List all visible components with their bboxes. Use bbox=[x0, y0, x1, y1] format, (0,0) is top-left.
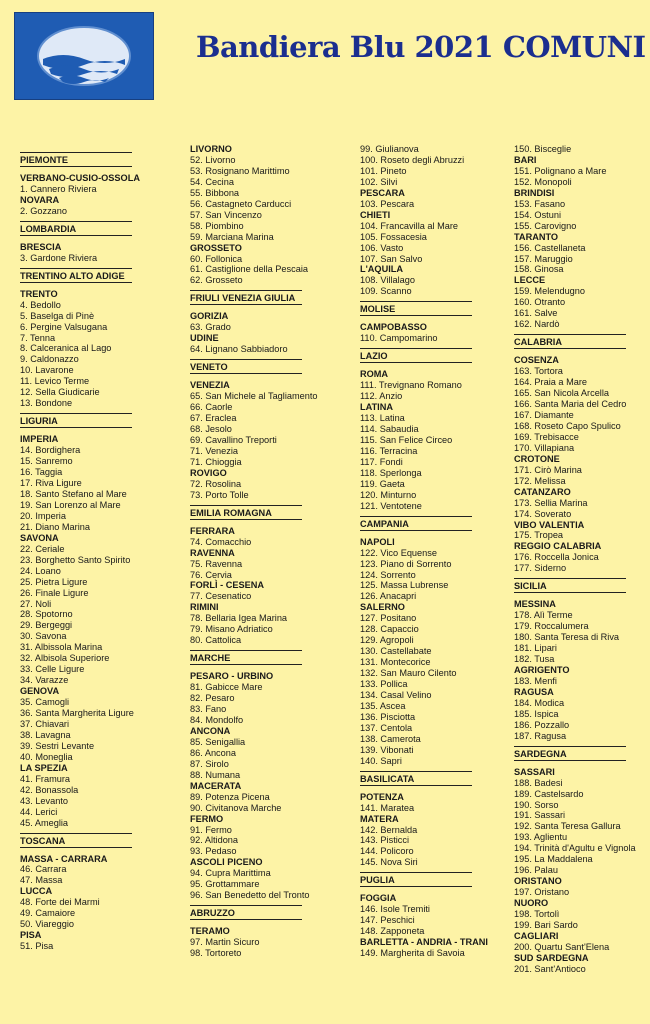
column-4 bbox=[514, 144, 650, 975]
comune-item: 52. Livorno bbox=[190, 154, 236, 165]
comune-item: 122. Vico Equense bbox=[360, 547, 437, 558]
comune-item: 65. San Michele al Tagliamento bbox=[190, 391, 318, 402]
comune-item: 5. Baselga di Pinè bbox=[20, 310, 95, 321]
province-heading: LUCCA bbox=[20, 886, 53, 897]
comune-item: 179. Roccalumera bbox=[514, 621, 589, 632]
comune-item: 119. Gaeta bbox=[360, 478, 405, 489]
province-heading: IMPERIA bbox=[20, 434, 59, 445]
province-heading: TERAMO bbox=[190, 926, 230, 937]
comune-item: 71. Venezia bbox=[190, 445, 239, 456]
comune-item: 35. Camogli bbox=[20, 697, 70, 708]
comune-item: 62. Grosseto bbox=[190, 275, 243, 286]
province-heading: FOGGIA bbox=[360, 893, 397, 904]
province-heading: AGRIGENTO bbox=[514, 664, 570, 675]
province-heading: CHIETI bbox=[360, 209, 391, 220]
province-heading: FERRARA bbox=[190, 525, 235, 536]
region-heading: CALABRIA bbox=[514, 334, 626, 349]
comune-item: 133. Pollica bbox=[360, 679, 408, 690]
comune-item: 77. Cesenatico bbox=[190, 591, 252, 602]
comune-item: 164. Praia a Mare bbox=[514, 377, 588, 388]
comune-item: 147. Peschici bbox=[360, 915, 415, 926]
comune-item: 132. San Mauro Cilento bbox=[360, 668, 457, 679]
comune-item: 145. Nova Siri bbox=[360, 857, 418, 868]
province-heading: VERBANO-CUSIO-OSSOLA bbox=[20, 173, 140, 183]
comune-item: 170. Villapiana bbox=[514, 442, 575, 453]
comune-item: 191. Sassari bbox=[514, 810, 566, 821]
province-heading: SASSARI bbox=[514, 766, 555, 777]
comune-item: 190. Sorso bbox=[514, 799, 559, 810]
comune-item: 71. Chioggia bbox=[190, 456, 242, 467]
comune-item: 185. Ispica bbox=[514, 708, 559, 719]
comune-item: 115. San Felice Circeo bbox=[360, 434, 453, 445]
comune-item: 201. Sant'Antioco bbox=[514, 963, 586, 974]
comune-item: 91. Fermo bbox=[190, 824, 232, 835]
province-heading: ROVIGO bbox=[190, 467, 227, 478]
page-title: Bandiera Blu 2021 COMUNI bbox=[196, 30, 646, 64]
comune-item: 72. Rosolina bbox=[190, 478, 242, 489]
province-heading: L'AQUILA bbox=[360, 264, 404, 275]
comune-item: 165. San Nicola Arcella bbox=[514, 388, 609, 399]
comune-item: 113. Latina bbox=[360, 413, 405, 424]
region-heading: SICILIA bbox=[514, 578, 626, 593]
province-heading: BRINDISI bbox=[514, 187, 555, 198]
comune-item: 42. Bonassola bbox=[20, 784, 79, 795]
comune-item: 163. Tortora bbox=[514, 366, 563, 377]
comune-item: 15. Sanremo bbox=[20, 456, 73, 467]
province-heading: PESCARA bbox=[360, 187, 405, 198]
region-heading: CAMPANIA bbox=[360, 516, 472, 531]
comune-item: 25. Pietra Ligure bbox=[20, 576, 88, 587]
comune-item: 126. Anacapri bbox=[360, 591, 417, 602]
comune-item: 39. Sestri Levante bbox=[20, 740, 95, 751]
comune-item: 6. Pergine Valsugana bbox=[20, 321, 108, 332]
province-heading: RIMINI bbox=[190, 602, 219, 613]
province-heading: CAGLIARI bbox=[514, 930, 559, 941]
comune-item: 155. Carovigno bbox=[514, 220, 577, 231]
province-heading: BARLETTA - ANDRIA - TRANI bbox=[360, 937, 488, 948]
comune-item: 51. Pisa bbox=[20, 941, 54, 952]
comune-item: 40. Moneglia bbox=[20, 751, 73, 762]
comune-item: 55. Bibbona bbox=[190, 187, 240, 198]
comune-item: 89. Potenza Picena bbox=[190, 791, 270, 802]
comune-item: 184. Modica bbox=[514, 697, 565, 708]
comune-item: 37. Chiavari bbox=[20, 718, 70, 729]
comune-item: 148. Zapponeta bbox=[360, 926, 425, 937]
comune-item: 128. Capaccio bbox=[360, 624, 419, 635]
comune-item: 49. Camaiore bbox=[20, 908, 76, 919]
column-3 bbox=[360, 144, 510, 959]
comune-item: 123. Piano di Sorrento bbox=[360, 558, 452, 569]
comune-item: 176. Roccella Jonica bbox=[514, 552, 599, 563]
region-heading: PIEMONTE bbox=[20, 152, 132, 167]
comune-item: 139. Vibonati bbox=[360, 744, 414, 755]
comune-item: 31. Albissola Marina bbox=[20, 642, 103, 653]
comune-item: 186. Pozzallo bbox=[514, 719, 570, 730]
comune-item: 135. Ascea bbox=[360, 700, 406, 711]
comune-item: 134. Casal Velino bbox=[360, 689, 432, 700]
comune-item: 188. Badesi bbox=[514, 777, 563, 788]
comune-item: 24. Loano bbox=[20, 565, 61, 576]
blue-flag-icon bbox=[15, 13, 153, 99]
comune-item: 90. Civitanova Marche bbox=[190, 802, 282, 813]
province-heading: VENEZIA bbox=[190, 380, 230, 391]
province-heading: FORLÌ - CESENA bbox=[190, 580, 265, 591]
comune-item: 95. Grottammare bbox=[190, 879, 260, 890]
comune-item: 173. Sellia Marina bbox=[514, 497, 588, 508]
comune-item: 118. Sperlonga bbox=[360, 467, 422, 478]
comune-item: 111. Trevignano Romano bbox=[360, 380, 462, 391]
comune-item: 59. Marciana Marina bbox=[190, 231, 274, 242]
comune-item: 158. Ginosa bbox=[514, 264, 564, 275]
region-heading: FRIULI VENEZIA GIULIA bbox=[190, 290, 302, 305]
province-heading: SUD SARDEGNA bbox=[514, 952, 589, 963]
comune-item: 153. Fasano bbox=[514, 198, 566, 209]
province-heading: BARI bbox=[514, 154, 537, 165]
province-heading: RAGUSA bbox=[514, 686, 554, 697]
comune-item: 102. Silvi bbox=[360, 176, 398, 187]
comune-item: 178. Alì Terme bbox=[514, 610, 573, 621]
comune-item: 67. Eraclea bbox=[190, 413, 237, 424]
comune-item: 143. Pisticci bbox=[360, 835, 410, 846]
comune-item: 136. Pisciotta bbox=[360, 711, 416, 722]
province-heading: ASCOLI PICENO bbox=[190, 857, 263, 868]
comune-item: 124. Sorrento bbox=[360, 569, 416, 580]
province-heading: TARANTO bbox=[514, 231, 559, 242]
province-heading: COSENZA bbox=[514, 355, 559, 366]
comune-item: 68. Jesolo bbox=[190, 424, 232, 435]
comune-item: 175. Tropea bbox=[514, 530, 564, 541]
region-heading: PUGLIA bbox=[360, 872, 472, 887]
comune-item: 103. Pescara bbox=[360, 198, 415, 209]
province-heading: NAPOLI bbox=[360, 536, 395, 547]
comune-item: 56. Castagneto Carducci bbox=[190, 198, 292, 209]
comune-item: 78. Bellaria Igea Marina bbox=[190, 613, 288, 624]
province-heading: CROTONE bbox=[514, 453, 560, 464]
comune-item: 2. Gozzano bbox=[20, 205, 67, 216]
comune-item: 182. Tusa bbox=[514, 654, 555, 665]
comune-item: 187. Ragusa bbox=[514, 730, 567, 741]
province-heading: SAVONA bbox=[20, 532, 59, 543]
comune-item: 7. Tenna bbox=[20, 332, 56, 343]
comune-item: 142. Bernalda bbox=[360, 824, 418, 835]
comune-item: 107. San Salvo bbox=[360, 253, 423, 264]
comune-item: 149. Margherita di Savoia bbox=[360, 948, 465, 959]
comune-item: 75. Ravenna bbox=[190, 558, 243, 569]
comune-item: 8. Calceranica al Lago bbox=[20, 343, 112, 354]
comune-item: 33. Celle Ligure bbox=[20, 664, 85, 675]
comune-item: 162. Nardò bbox=[514, 319, 560, 330]
comune-item: 21. Diano Marina bbox=[20, 521, 90, 532]
comune-item: 26. Finale Ligure bbox=[20, 587, 89, 598]
column-1 bbox=[20, 144, 170, 952]
comune-item: 19. San Lorenzo al Mare bbox=[20, 499, 121, 510]
comune-item: 60. Follonica bbox=[190, 253, 243, 264]
province-heading: REGGIO CALABRIA bbox=[514, 541, 602, 552]
province-heading: VIBO VALENTIA bbox=[514, 519, 585, 530]
comune-item: 45. Ameglia bbox=[20, 817, 69, 828]
comune-item: 73. Porto Tolle bbox=[190, 489, 249, 500]
comune-item: 96. San Benedetto del Tronto bbox=[190, 890, 310, 901]
province-heading: MESSINA bbox=[514, 599, 556, 610]
comune-item: 69. Cavallino Treporti bbox=[190, 434, 277, 445]
comune-item: 120. Minturno bbox=[360, 489, 417, 500]
comune-item: 161. Salve bbox=[514, 308, 558, 319]
comune-item: 104. Francavilla al Mare bbox=[360, 220, 459, 231]
province-heading: FERMO bbox=[190, 813, 224, 824]
comune-item: 83. Fano bbox=[190, 704, 227, 715]
region-heading: LIGURIA bbox=[20, 413, 132, 428]
comune-item: 64. Lignano Sabbiadoro bbox=[190, 344, 288, 355]
province-heading: MACERATA bbox=[190, 780, 242, 791]
comune-item: 174. Soverato bbox=[514, 508, 572, 519]
comune-item: 99. Giulianova bbox=[360, 144, 419, 154]
comune-item: 88. Numana bbox=[190, 769, 241, 780]
comune-item: 58. Piombino bbox=[190, 220, 244, 231]
comune-item: 200. Quartu Sant'Elena bbox=[514, 941, 610, 952]
comune-item: 47. Massa bbox=[20, 875, 63, 886]
comune-item: 180. Santa Teresa di Riva bbox=[514, 632, 620, 643]
province-heading: CAMPOBASSO bbox=[360, 322, 427, 333]
province-heading: LECCE bbox=[514, 275, 546, 286]
region-heading: MOLISE bbox=[360, 301, 472, 316]
comune-item: 53. Rosignano Marittimo bbox=[190, 165, 290, 176]
province-heading: LATINA bbox=[360, 402, 393, 413]
province-heading: ANCONA bbox=[190, 725, 231, 736]
comune-item: 54. Cecina bbox=[190, 176, 234, 187]
comune-item: 81. Gabicce Mare bbox=[190, 682, 263, 693]
comune-item: 12. Sella Giudicarie bbox=[20, 387, 100, 398]
comune-item: 87. Sirolo bbox=[190, 758, 229, 769]
comune-item: 127. Positano bbox=[360, 613, 417, 624]
comune-item: 166. Santa Maria del Cedro bbox=[514, 399, 627, 410]
comune-item: 130. Castellabate bbox=[360, 646, 432, 657]
comune-item: 36. Santa Margherita Ligure bbox=[20, 708, 134, 719]
comune-item: 28. Spotorno bbox=[20, 609, 73, 620]
province-heading: POTENZA bbox=[360, 791, 404, 802]
comune-item: 193. Aglientu bbox=[514, 832, 568, 843]
comune-item: 169. Trebisacce bbox=[514, 431, 579, 442]
comune-item: 114. Sabaudia bbox=[360, 424, 419, 435]
comune-item: 106. Vasto bbox=[360, 242, 404, 253]
region-heading: BASILICATA bbox=[360, 771, 472, 786]
comune-item: 156. Castellaneta bbox=[514, 242, 586, 253]
province-heading: NUORO bbox=[514, 898, 549, 909]
comune-item: 192. Santa Teresa Gallura bbox=[514, 821, 621, 832]
comune-item: 129. Agropoli bbox=[360, 635, 414, 646]
comune-item: 168. Roseto Capo Spulico bbox=[514, 420, 621, 431]
comune-item: 121. Ventotene bbox=[360, 500, 422, 511]
region-heading: MARCHE bbox=[190, 650, 302, 665]
province-heading: NOVARA bbox=[20, 194, 60, 205]
comune-item: 98. Tortoreto bbox=[190, 948, 242, 959]
comune-item: 101. Pineto bbox=[360, 165, 407, 176]
province-heading: MATERA bbox=[360, 813, 399, 824]
comune-item: 131. Montecorice bbox=[360, 657, 431, 668]
comune-item: 10. Lavarone bbox=[20, 365, 74, 376]
province-heading: SALERNO bbox=[360, 602, 405, 613]
comune-item: 151. Polignano a Mare bbox=[514, 165, 607, 176]
column-2 bbox=[190, 144, 350, 959]
province-heading: TRENTO bbox=[20, 288, 58, 299]
comune-item: 105. Fossacesia bbox=[360, 231, 427, 242]
comune-item: 160. Otranto bbox=[514, 297, 566, 308]
comune-item: 93. Pedaso bbox=[190, 846, 237, 857]
comune-item: 50. Viareggio bbox=[20, 919, 74, 930]
comune-item: 23. Borghetto Santo Spirito bbox=[20, 554, 131, 565]
province-heading: LA SPEZIA bbox=[20, 762, 68, 773]
blue-flag-logo bbox=[14, 12, 154, 100]
region-heading: ABRUZZO bbox=[190, 905, 302, 920]
comune-item: 195. La Maddalena bbox=[514, 854, 593, 865]
comune-item: 110. Campomarino bbox=[360, 333, 438, 344]
comune-item: 150. Bisceglie bbox=[514, 144, 572, 154]
comune-item: 138. Camerota bbox=[360, 733, 421, 744]
comune-item: 100. Roseto degli Abruzzi bbox=[360, 154, 465, 165]
province-heading: ORISTANO bbox=[514, 876, 562, 887]
region-heading: LOMBARDIA bbox=[20, 221, 132, 236]
comune-item: 144. Policoro bbox=[360, 846, 414, 857]
comune-item: 61. Castiglione della Pescaia bbox=[190, 264, 308, 275]
province-heading: GORIZIA bbox=[190, 311, 229, 322]
comune-item: 140. Sapri bbox=[360, 755, 402, 766]
comune-item: 171. Cirò Marina bbox=[514, 464, 582, 475]
region-heading: TOSCANA bbox=[20, 833, 132, 848]
province-heading: ROMA bbox=[360, 369, 389, 380]
comune-item: 17. Riva Ligure bbox=[20, 478, 82, 489]
comune-item: 18. Santo Stefano al Mare bbox=[20, 488, 127, 499]
comune-item: 76. Cervia bbox=[190, 569, 232, 580]
comune-item: 20. Imperia bbox=[20, 510, 66, 521]
comune-item: 14. Bordighera bbox=[20, 445, 81, 456]
province-heading: RAVENNA bbox=[190, 547, 235, 558]
comune-item: 57. San Vincenzo bbox=[190, 209, 262, 220]
comune-item: 117. Fondi bbox=[360, 456, 403, 467]
province-heading: MASSA - CARRARA bbox=[20, 853, 108, 864]
province-heading: BRESCIA bbox=[20, 241, 62, 252]
comune-item: 34. Varazze bbox=[20, 675, 69, 686]
comune-item: 183. Menfi bbox=[514, 675, 557, 686]
region-heading: EMILIA ROMAGNA bbox=[190, 505, 302, 520]
comune-item: 63. Grado bbox=[190, 322, 231, 333]
region-heading: SARDEGNA bbox=[514, 746, 626, 761]
region-heading: TRENTINO ALTO ADIGE bbox=[20, 268, 132, 283]
comune-item: 16. Taggia bbox=[20, 467, 63, 478]
comune-item: 154. Ostuni bbox=[514, 209, 561, 220]
comune-item: 43. Levanto bbox=[20, 795, 69, 806]
comune-item: 194. Trinità d'Agultu e Vignola bbox=[514, 843, 636, 854]
comune-item: 32. Albisola Superiore bbox=[20, 653, 110, 664]
comune-item: 181. Lipari bbox=[514, 643, 557, 654]
comune-item: 46. Carrara bbox=[20, 864, 67, 875]
comune-item: 1. Cannero Riviera bbox=[20, 183, 97, 194]
province-heading: CATANZARO bbox=[514, 486, 571, 497]
comune-item: 44. Lerici bbox=[20, 806, 58, 817]
comune-item: 48. Forte dei Marmi bbox=[20, 897, 100, 908]
comune-item: 97. Martin Sicuro bbox=[190, 937, 260, 948]
comune-item: 13. Bondone bbox=[20, 398, 73, 409]
comune-item: 29. Bergeggi bbox=[20, 620, 73, 631]
comune-item: 197. Oristano bbox=[514, 887, 570, 898]
comune-item: 22. Ceriale bbox=[20, 543, 65, 554]
comune-item: 86. Ancona bbox=[190, 747, 236, 758]
comune-item: 189. Castelsardo bbox=[514, 788, 584, 799]
comune-item: 112. Anzio bbox=[360, 391, 403, 402]
comune-item: 108. Villalago bbox=[360, 275, 415, 286]
comune-item: 79. Misano Adriatico bbox=[190, 624, 273, 635]
comune-item: 11. Levico Terme bbox=[20, 376, 90, 387]
comune-item: 109. Scanno bbox=[360, 286, 412, 297]
comune-item: 85. Senigallia bbox=[190, 736, 246, 747]
comune-item: 66. Caorle bbox=[190, 402, 233, 413]
comune-item: 198. Tortolì bbox=[514, 909, 560, 920]
region-heading: VENETO bbox=[190, 359, 302, 374]
comune-item: 152. Monopoli bbox=[514, 176, 572, 187]
comune-item: 141. Maratea bbox=[360, 802, 415, 813]
comune-item: 84. Mondolfo bbox=[190, 714, 244, 725]
comune-item: 27. Noli bbox=[20, 598, 52, 609]
comune-item: 137. Centola bbox=[360, 722, 413, 733]
comune-item: 146. Isole Tremiti bbox=[360, 904, 430, 915]
province-heading: GENOVA bbox=[20, 686, 60, 697]
comune-item: 9. Caldonazzo bbox=[20, 354, 79, 365]
region-heading: LAZIO bbox=[360, 348, 472, 363]
province-heading: UDINE bbox=[190, 333, 219, 344]
comune-item: 159. Melendugno bbox=[514, 286, 586, 297]
comune-item: 172. Melissa bbox=[514, 475, 566, 486]
comune-item: 92. Altidona bbox=[190, 835, 239, 846]
comune-item: 157. Maruggio bbox=[514, 253, 573, 264]
comune-item: 82. Pesaro bbox=[190, 693, 235, 704]
comune-item: 116. Terracina bbox=[360, 445, 418, 456]
province-heading: GROSSETO bbox=[190, 242, 242, 253]
comune-item: 30. Savona bbox=[20, 631, 67, 642]
province-heading: PESARO - URBINO bbox=[190, 671, 274, 682]
province-heading: LIVORNO bbox=[190, 144, 232, 154]
comune-item: 167. Diamante bbox=[514, 409, 574, 420]
comune-item: 4. Bedollo bbox=[20, 299, 61, 310]
comune-item: 125. Massa Lubrense bbox=[360, 580, 449, 591]
comune-item: 41. Framura bbox=[20, 773, 71, 784]
comune-item: 38. Lavagna bbox=[20, 729, 71, 740]
comune-item: 74. Comacchio bbox=[190, 536, 252, 547]
comune-item: 177. Siderno bbox=[514, 563, 567, 574]
province-heading: PISA bbox=[20, 930, 42, 941]
comune-item: 196. Palau bbox=[514, 865, 558, 876]
comune-item: 80. Cattolica bbox=[190, 635, 242, 646]
comune-item: 3. Gardone Riviera bbox=[20, 252, 98, 263]
comune-item: 94. Cupra Marittima bbox=[190, 868, 271, 879]
comune-item: 199. Bari Sardo bbox=[514, 920, 578, 930]
